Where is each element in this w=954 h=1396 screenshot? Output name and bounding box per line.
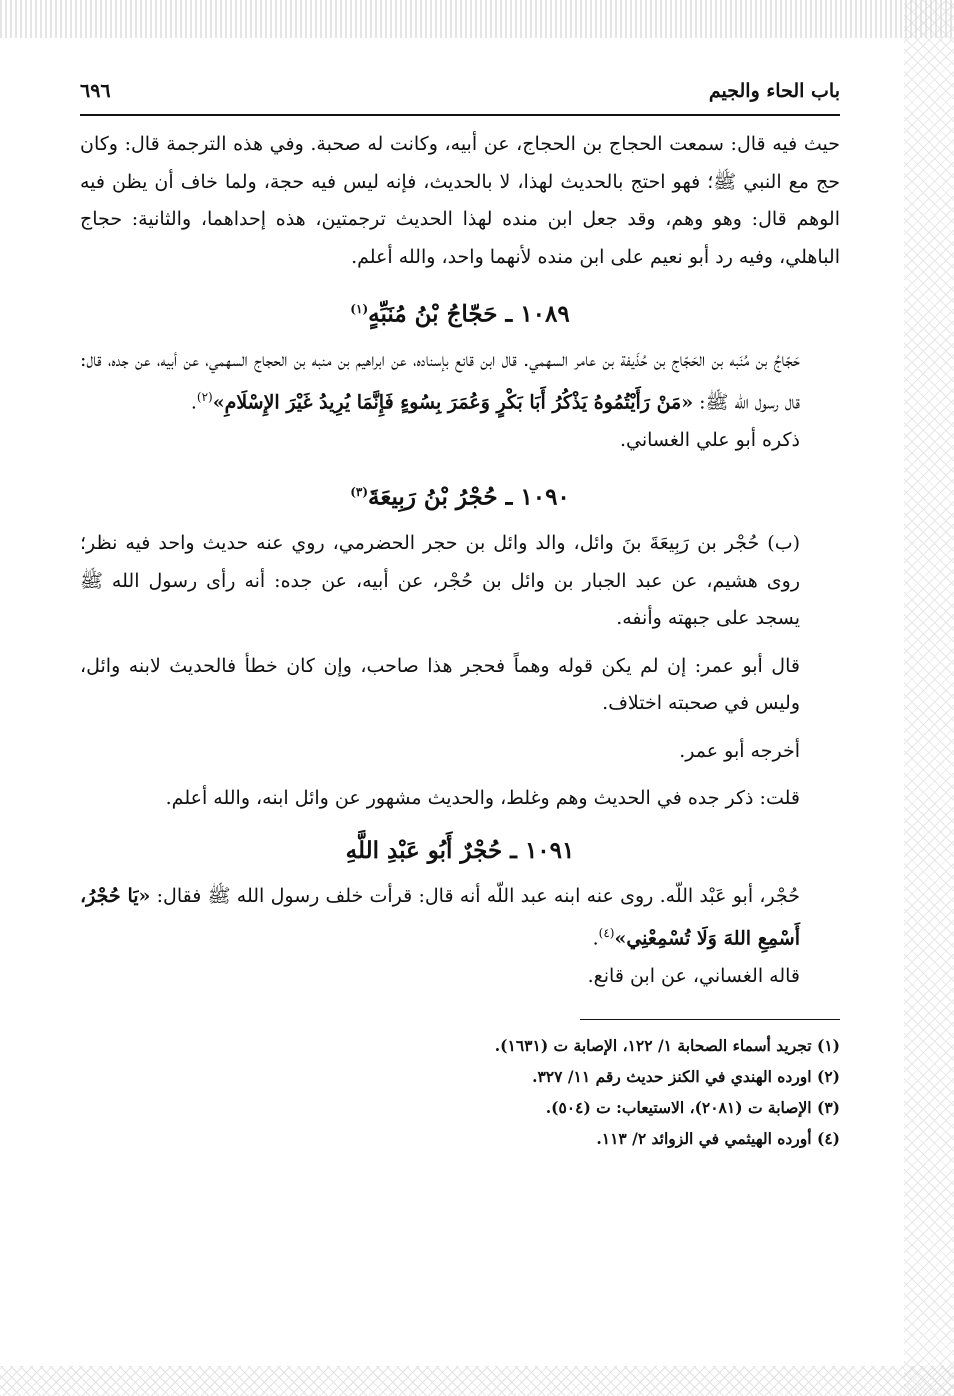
intro-paragraph: حيث فيه قال: سمعت الحجاج بن الحجاج، عن أبيه، وكانت له صحبة. وفي هذه الترجمة قال: وكان حج مع النبي ﷺ؛ فهو احتج بالحديث لهذا، لا بالحديث، فإنه ليس فيه حجة، ولما خاف أن يظن فيه الوهم قال: وهو وهم، وقد جعل ابن منده لهذا الحديث ترجمتين، هذه إحداهما، والثانية: حجاج الباهلي، وفيه رد أبو نعيم على ابن منده لأنهما واحد، والله أعلم. [80,133,840,268]
decorative-border-bottom [0,1366,954,1396]
source-line-1091: قاله الغساني، عن ابن قانع. [587,964,800,987]
footnote-2: (٢) اورده الهندي في الكنز حديث رقم ١١/ ٣٢٧. [532,1067,840,1087]
footnote-ref: (٤) [598,926,615,941]
footnote-ref: (٣) [350,485,369,500]
decorative-border-right [904,0,954,1396]
entry-body-1090: (ب) حُجْر بن رَبِيعَةَ بنَ وائل، والد وائل بن حجر الحضرمي، روي عنه حديث واحد فيه نظر؛ روى هشيم، عن عبد الجبار بن وائل بن حُجْر، عن أبيه، عن جده: أنه رأى رسول الله ﷺ يسجد على جبهته وأنفه. [80,532,800,630]
footnote-ref: (٢) [196,390,213,405]
footnote-3: (٣) الإصابة ت (٢٠٨١)، الاستيعاب: ت (٥٠٤). [545,1098,840,1118]
footnote-ref: (١) [350,302,369,316]
hadith-quote: «مَنْ رَأَيْتُمُوهُ يَذْكُرُ أَبَا بَكْرٍ وَعُمَرَ بِسُوءٍ فَإِنَّمَا يُرِيدُ غَيْرَ الإِسْلَامِ» [212,391,694,414]
page-number: ٦٩٦ [80,80,111,102]
entry-para-1090-2: قال أبو عمر: إن لم يكن قوله وهماً فحجر هذا صاحب، وإن كان خطأ فالحديث لابنه وائل، وليس في صحبته اختلاف. [80,654,800,715]
scan-border-top [0,0,954,38]
source-line-1089: ذكره أبو علي الغساني. [619,428,800,451]
entry-para-1090-4: قلت: ذكر جده في الحديث وهم وغلط، والحديث مشهور عن وائل ابنه، والله أعلم. [165,787,800,810]
hadith-quote: «يَا حُجْرُ، أَسْمِعِ اللهَ وَلَا تُسْمِعْنِي» [80,884,800,950]
footnote-1: (١) تجريد أسماء الصحابة ١/ ١٢٢، الإصابة ت (١٦٣١). [494,1036,840,1056]
book-page [80,80,840,1154]
entry-para-1090-3: أخرجه أبو عمر. [679,739,800,762]
footnote-separator [580,1019,840,1020]
entry-title-1090: ١٠٩٠ ـ حُجْرُ بْنُ رَبِيعَةَ$^{(٣)}$ [350,484,570,512]
entry-title-1091: ١٠٩١ ـ حُجْرٌ أَبُو عَبْدِ اللَّهِ [345,836,575,864]
entry-title-1089: ١٠٨٩ ـ حَجّاجُ بْنُ مُنَبِّهٍ$^{(١)}$ [350,300,570,328]
entry-body-1089: حَجّاجُ بن مُنَبه بن الحَجّاج بن حُذَيفة بن عامر السهمي. قال ابن قانع بإسناده، عن ابراهيم بن منبه بن الحجاج السهمي، عن أبيه، عن جده، قال: قال رسول الله ﷺ: «مَنْ رَأَيْتُمُوهُ يَذْكُرُ أَبَا بَكْرٍ وَعُمَرَ بِسُوءٍ فَإِنَّمَا يُرِيدُ غَيْرَ الإِسْلَامِ»$^{(٢)}$. [80,348,800,414]
running-header [80,80,840,116]
footnote-4: (٤) أورده الهيثمي في الزوائد ٢/ ١١٣. [596,1129,840,1149]
chapter-title: باب الحاء والجيم [708,80,840,102]
entry-body-1091: حُجْر، أبو عَبْد اللّه. روى عنه ابنه عبد اللّه أنه قال: قرأت خلف رسول الله ﷺ فقال: «يَا حُجْرُ، أَسْمِعِ اللهَ وَلَا تُسْمِعْنِي»$^{(٤)}$. [80,884,800,950]
